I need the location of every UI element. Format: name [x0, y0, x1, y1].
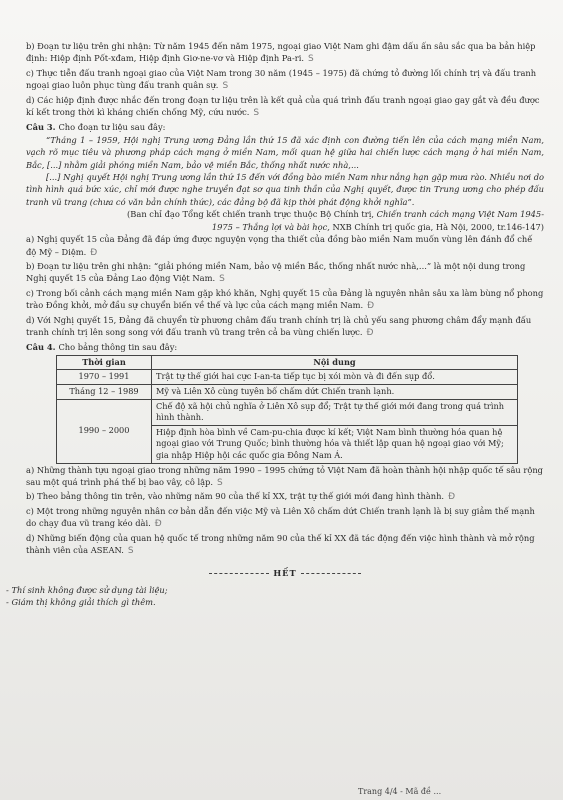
q3-option-a: a) Nghị quyết 15 của Đảng đã đáp ứng được nguyện vọng tha thiết của đồng bào miền Nam muốn vùng lên đánh đổ chế độ Mỹ – Diệm. Đ [26, 234, 533, 258]
answer-mark: S [222, 81, 229, 92]
answer-mark: S [253, 108, 260, 119]
table-cell-content: Mỹ và Liên Xô cùng tuyên bố chấm dứt Chiến tranh lạnh. [152, 384, 518, 399]
table-header: Thời gian [57, 355, 152, 370]
q3-quote-2: [...] Nghị quyết Hội nghị Trung ương lần thứ 15 đến với đồng bào miền Nam như nắng hạn gặp mưa rào. Nhiều nơi do tình hình quá bức xúc, chỉ mới được nghe truyền đạt sơ qua tinh thần của Nghị quyết, được tin Trung ương cho phép đấu tranh vũ trang (chưa có văn bản chính thức), các đảng bộ đã kịp thời phát động khởi nghĩa”. [26, 172, 544, 207]
q2-option-d: d) Các hiệp định được nhắc đến trong đoạn tư liệu trên là kết quả của quá trình đấu tranh ngoại giao gay gắt và đều được kí kết trong thời kì kháng chiến chống Mỹ, cứu nước. S [26, 94, 540, 119]
table-row [57, 370, 518, 385]
q4-option-d: d) Những biến động của quan hệ quốc tế trong những năm 90 của thế kỉ XX đã tác động đến việc hình thành và mở rộng thành viên của ASEAN. S [26, 532, 535, 556]
table-cell-content: Trật tự thế giới hai cực I-an-ta tiếp tục bị xói mòn và đi đến sụp đổ. [152, 370, 518, 385]
q3-option-c: c) Trong bối cảnh cách mạng miền Nam gặp khó khăn, Nghị quyết 15 của Đảng là nguyên nhân sâu xa làm bùng nổ phong trào Đồng khởi, mở đầu sự chuyển biến về thế và lực của cách mạng miền Nam. Đ [26, 287, 544, 312]
answer-mark: Đ [367, 301, 375, 312]
q4-heading: Câu 4. Cho bảng thông tin sau đây: [26, 342, 178, 353]
q3-option-d: d) Với Nghị quyết 15, Đảng đã chuyển từ phương châm đấu tranh chính trị là chủ yếu sang phương châm đẩy mạnh đấu tranh chính trị lên song song với đấu tranh vũ trang trên cả ba vùng chiến lược. Đ [26, 314, 532, 338]
table-cell-time: 1970 – 1991 [57, 370, 152, 385]
answer-mark: S [308, 54, 314, 65]
table-header-row [57, 355, 518, 370]
q2-option-c: c) Thực tiễn đấu tranh ngoại giao của Việt Nam trong 30 năm (1945 – 1975) đã chứng tỏ đường lối chính trị và đấu tranh ngoại giao luôn phục tùng đấu tranh quân sự. S [26, 67, 537, 92]
q4-option-b: b) Theo bảng thông tin trên, vào những năm 90 của thế kỉ XX, trật tự thế giới mới đang hình thành. Đ [26, 491, 456, 503]
note-line: - Thí sinh không được sử dụng tài liệu; [6, 584, 168, 595]
q3-heading: Câu 3. Cho đoạn tư liệu sau đây: [26, 122, 166, 133]
end-marker: HẾT [26, 567, 544, 579]
q3-source: (Ban chỉ đạo Tổng kết chiến tranh trực thuộc Bộ Chính trị, Chiến tranh cách mạng Việt Nam 1945-1975 – Thắng lợi và bài học, NXB Chính trị quốc gia, Hà Nội, 2000, tr.146-147) [127, 209, 544, 232]
page-footer: Trang 4/4 - Mã đề ... [358, 787, 442, 796]
exam-notes [6, 584, 544, 609]
table-header: Nội dung [152, 355, 518, 370]
table-row [57, 384, 518, 399]
table-cell-content: Chế độ xã hội chủ nghĩa ở Liên Xô sụp đổ; Trật tự thế giới mới đang trong quá trình hình thành. [152, 399, 518, 425]
q3-option-b: b) Đoạn tư liệu trên ghi nhận: “giải phóng miền Nam, bảo vệ miền Bắc, thống nhất nước nhà,...” là một nội dung trong Nghị quyết 15 của Đảng Lao động Việt Nam. S [26, 260, 526, 285]
answer-mark: S [127, 545, 134, 556]
info-table [56, 355, 518, 464]
table-cell-time: 1990 – 2000 [57, 399, 152, 463]
answer-mark: Đ [448, 492, 456, 503]
q3-quote-1: “Tháng 1 – 1959, Hội nghị Trung ương Đảng lần thứ 15 đã xác định con đường tiến lên của cách mạng miền Nam, vạch rõ mục tiêu và phương pháp cách mạng ở miền Nam, mối quan hệ giữa hai chiến lược cách mạng ở hai miền Nam, Bắc, [...] nhằm giải phóng miền Nam, bảo vệ miền Bắc, thống nhất nước nhà,... [26, 134, 544, 170]
table-row [57, 399, 518, 425]
answer-mark: Đ [154, 519, 162, 530]
answer-mark: S [217, 477, 223, 488]
note-line: - Giám thị không giải thích gì thêm. [6, 597, 156, 608]
table-cell-content: Hiệp định hòa bình về Cam-pu-chia được kí kết; Việt Nam bình thường hóa quan hệ ngoại giao với Trung Quốc; bình thường hóa và thiết lập quan hệ ngoại giao với Mỹ; gia nhập Hiệp hội các quốc gia Đông Nam Á. [152, 425, 518, 463]
answer-mark: S [219, 274, 225, 285]
q2-option-b: b) Đoạn tư liệu trên ghi nhận: Từ năm 1945 đến năm 1975, ngoại giao Việt Nam ghi đậm dấu ấn sâu sắc qua ba bản hiệp định: Hiệp định Pốt-xđam, Hiệp định Giơ-ne-vơ và Hiệp định Pa-ri. S [26, 41, 536, 65]
answer-mark: Đ [366, 327, 374, 338]
exam-content [6, 40, 544, 609]
answer-mark: Đ [90, 247, 98, 258]
table-cell-time: Tháng 12 – 1989 [57, 384, 152, 399]
q4-option-a: a) Những thành tựu ngoại giao trong những năm 1990 – 1995 chứng tỏ Việt Nam đã hoàn thành hội nhập quốc tế sâu rộng sau một quá trình phá thế bị bao vây, cô lập. S [26, 464, 543, 488]
q4-option-c: c) Một trong những nguyên nhân cơ bản dẫn đến việc Mỹ và Liên Xô chấm dứt Chiến tranh lạnh là bị suy giảm thế mạnh do chạy đua vũ trang kéo dài. Đ [26, 505, 535, 530]
